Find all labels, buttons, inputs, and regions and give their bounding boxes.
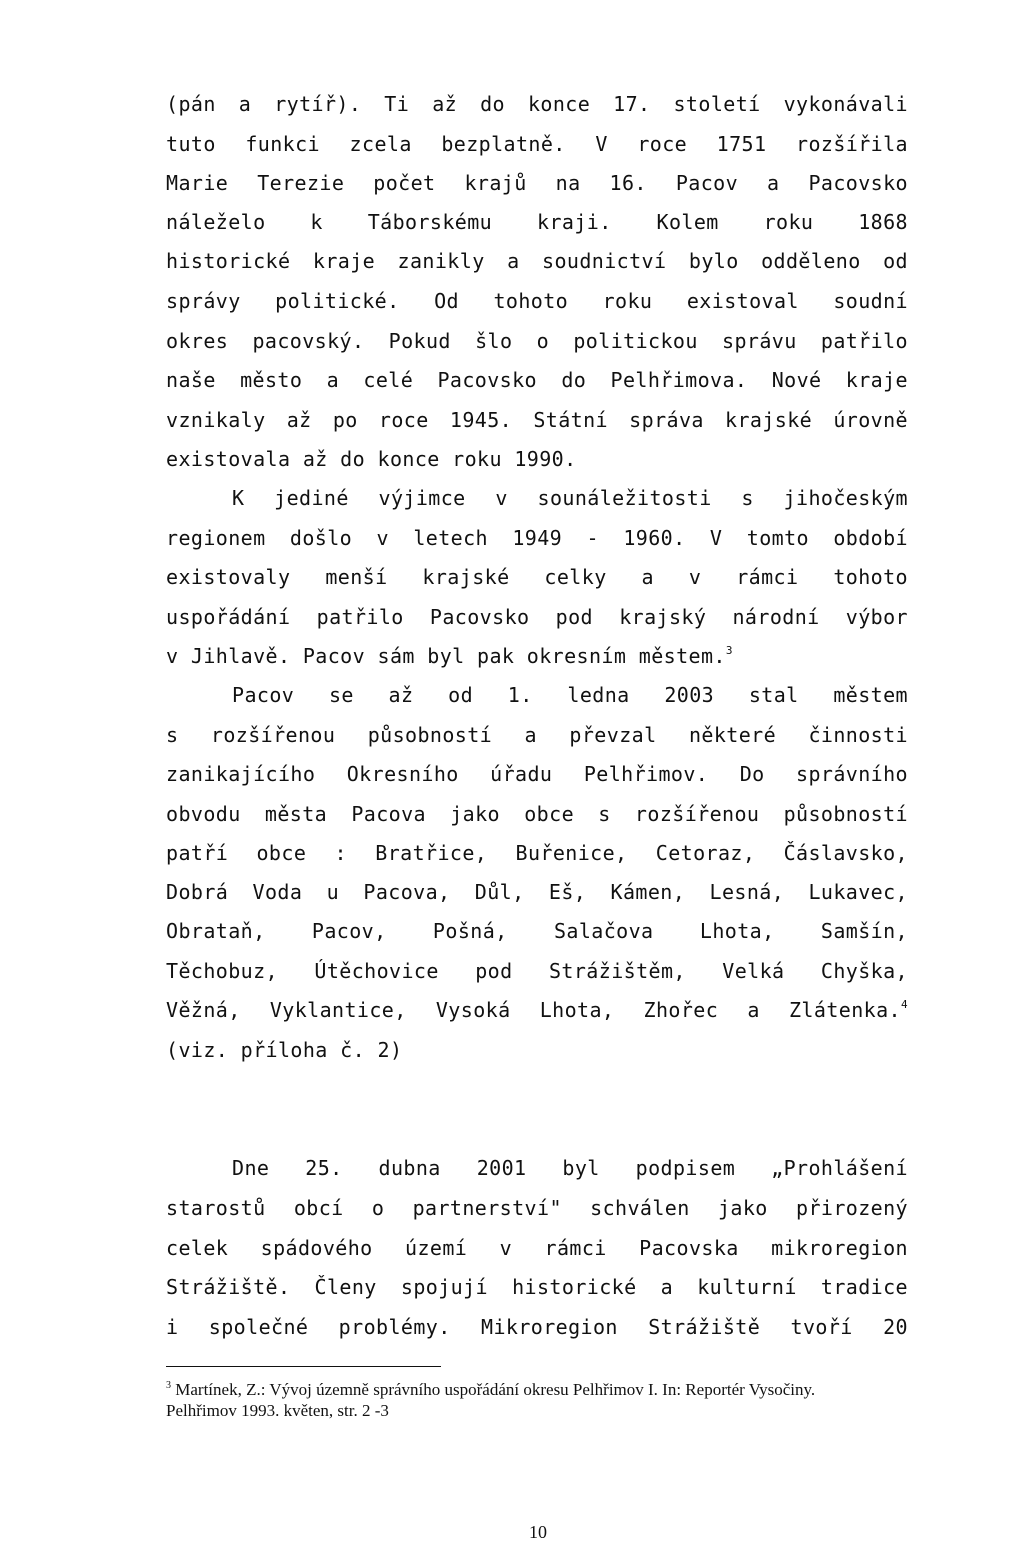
footnote-divider: [166, 1366, 441, 1367]
text-line: existovaly menší krajské celky a v rámci tohoto: [166, 565, 908, 589]
footnote-reference: 4: [900, 998, 908, 1011]
text-line-content: Věžná, Vyklantice, Vysoká Lhota, Zhořec a Zlátenka.: [166, 998, 901, 1022]
text-line: (pán a rytíř). Ti až do konce 17. století vykonávali: [166, 92, 908, 116]
text-line: okres pacovský. Pokud šlo o politickou správu patřilo: [166, 329, 908, 353]
text-line: obvodu města Pacova jako obce s rozšířenou působností: [166, 802, 908, 826]
text-line: historické kraje zanikly a soudnictví bylo odděleno od: [166, 249, 908, 273]
text-line: náleželo k Táborskému kraji. Kolem roku 1868: [166, 210, 908, 234]
footnote-line: [166, 1380, 815, 1400]
text-line: uspořádání patřilo Pacovsko pod krajský národní výbor: [166, 605, 908, 629]
text-line: naše město a celé Pacovsko do Pelhřimova. Nové kraje: [166, 368, 908, 392]
footnote-marker: 3: [166, 1380, 171, 1391]
text-line: správy politické. Od tohoto roku existoval soudní: [166, 289, 908, 313]
text-line: s rozšířenou působností a převzal některé činnosti: [166, 723, 908, 747]
text-line: zanikajícího Okresního úřadu Pelhřimov. Do správního: [166, 762, 908, 786]
footnote-line: Pelhřimov 1993. květen, str. 2 -3: [166, 1401, 389, 1420]
text-line: celek spádového území v rámci Pacovska mikroregion: [166, 1236, 908, 1260]
text-line: [166, 643, 908, 669]
text-line: starostů obcí o partnerství" schválen jako přirozený: [166, 1196, 908, 1220]
text-line: Dne 25. dubna 2001 byl podpisem „Prohlášení: [232, 1156, 908, 1180]
text-line: patří obce : Bratřice, Buřenice, Cetoraz, Čáslavsko,: [166, 841, 908, 865]
text-line: i společné problémy. Mikroregion Strážiště tvoří 20: [166, 1315, 908, 1339]
text-line-content: v Jihlavě. Pacov sám byl pak okresním městem.: [166, 644, 726, 668]
text-line: Dobrá Voda u Pacova, Důl, Eš, Kámen, Lesná, Lukavec,: [166, 880, 908, 904]
text-line: Pacov se až od 1. ledna 2003 stal městem: [232, 683, 908, 707]
footnote-text: Martínek, Z.: Vývoj územně správního uspořádání okresu Pelhřimov I. In: Reportér Vysočiny.: [175, 1380, 816, 1399]
text-line: tuto funkci zcela bezplatně. V roce 1751 rozšířila: [166, 132, 908, 156]
text-line: regionem došlo v letech 1949 - 1960. V tomto období: [166, 526, 908, 550]
page-number: 10: [529, 1522, 547, 1542]
footnote-reference: 3: [725, 644, 733, 657]
text-line: [166, 997, 908, 1023]
text-line: vznikaly až po roce 1945. Státní správa krajské úrovně: [166, 408, 908, 432]
text-line: Marie Terezie počet krajů na 16. Pacov a Pacovsko: [166, 171, 908, 195]
text-line: Strážiště. Členy spojují historické a kulturní tradice: [166, 1275, 908, 1299]
text-line: K jediné výjimce v sounáležitosti s jihočeským: [232, 486, 908, 510]
text-line: existovala až do konce roku 1990.: [166, 447, 577, 471]
text-line: Obrataň, Pacov, Pošná, Salačova Lhota, Samšín,: [166, 919, 908, 943]
text-line: Těchobuz, Útěchovice pod Strážištěm, Velká Chyška,: [166, 959, 908, 983]
text-line: (viz. příloha č. 2): [166, 1038, 403, 1062]
